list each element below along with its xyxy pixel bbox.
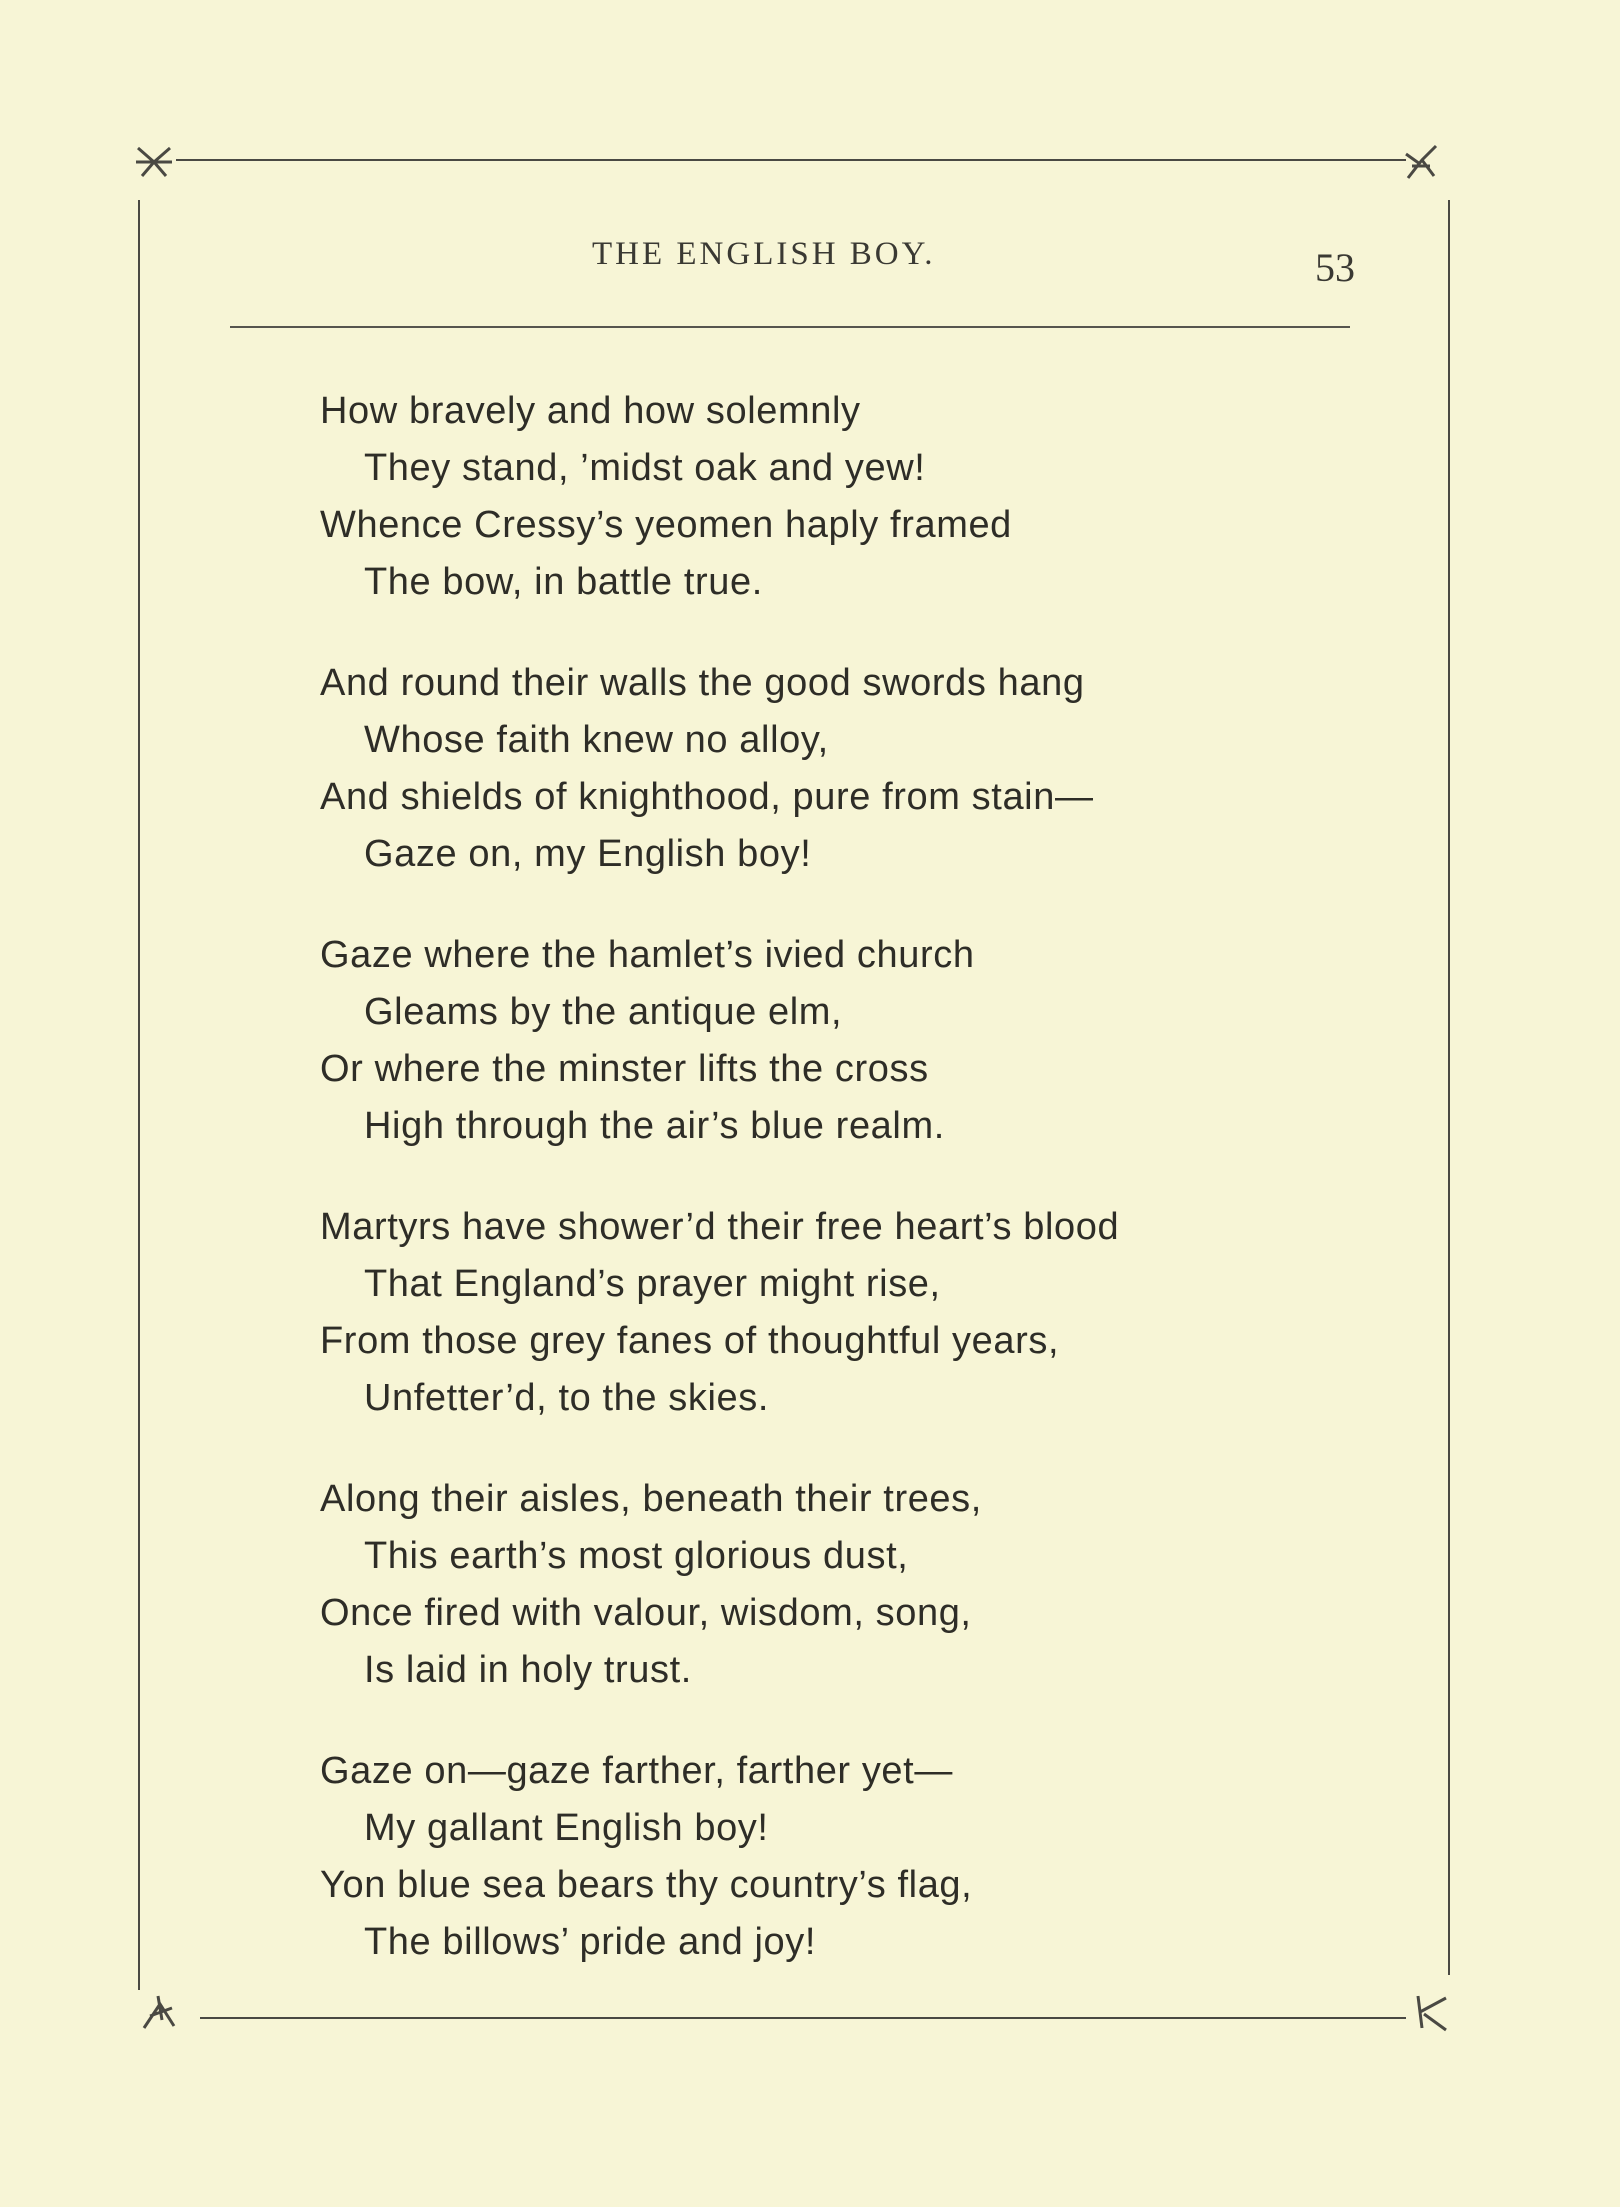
stanza — [320, 1471, 1350, 1699]
stanza — [320, 383, 1350, 611]
poem-line: Or where the minster lifts the cross — [320, 1048, 929, 1090]
poem-line: And round their walls the good swords hang — [320, 662, 1085, 704]
poem-line: Unfetter’d, to the skies. — [364, 1377, 770, 1419]
corner-ornament-icon-bottom-left — [138, 1990, 182, 2034]
poem-body — [320, 383, 1350, 2015]
poem-line: How bravely and how solemnly — [320, 390, 861, 432]
frame-top-rule — [176, 159, 1406, 161]
poem-line: Yon blue sea bears thy country’s flag, — [320, 1864, 973, 1906]
running-title: THE ENGLISH BOY. — [592, 236, 936, 272]
poem-line: Along their aisles, beneath their trees, — [320, 1478, 982, 1520]
poem-line: My gallant English boy! — [364, 1807, 769, 1849]
poem-line: Gaze on, my English boy! — [364, 833, 812, 875]
poem-line: And shields of knighthood, pure from stain— — [320, 776, 1094, 818]
frame-right-rule — [1448, 200, 1450, 1975]
poem-line: Is laid in holy trust. — [364, 1649, 692, 1691]
poem-line: From those grey fanes of thoughtful years, — [320, 1320, 1060, 1362]
poem-line: Once fired with valour, wisdom, song, — [320, 1592, 972, 1634]
corner-ornament-icon-top-left — [132, 140, 176, 184]
frame-left-rule — [138, 200, 140, 1990]
poem-line: This earth’s most glorious dust, — [364, 1535, 909, 1577]
poem-line: They stand, ’midst oak and yew! — [364, 447, 926, 489]
stanza — [320, 1743, 1350, 1971]
corner-ornament-icon-bottom-right — [1410, 1990, 1454, 2034]
poem-line: The billows’ pride and joy! — [364, 1921, 817, 1963]
poem-line: Whence Cressy’s yeomen haply framed — [320, 504, 1012, 546]
frame-bottom-rule — [200, 2017, 1406, 2019]
corner-ornament-icon-top-right — [1400, 140, 1444, 184]
poem-line: The bow, in battle true. — [364, 561, 763, 603]
page-number: 53 — [1315, 245, 1355, 290]
poem-line: High through the air’s blue realm. — [364, 1105, 945, 1147]
stanza — [320, 1199, 1350, 1427]
poem-line: Gaze where the hamlet’s ivied church — [320, 934, 975, 976]
header-rule — [230, 326, 1350, 328]
poem-line: That England’s prayer might rise, — [364, 1263, 941, 1305]
poem-line: Gaze on—gaze farther, farther yet— — [320, 1750, 953, 1792]
poem-line: Martyrs have shower’d their free heart’s blood — [320, 1206, 1120, 1248]
stanza — [320, 655, 1350, 883]
running-header — [230, 236, 1355, 296]
stanza — [320, 927, 1350, 1155]
poem-line: Whose faith knew no alloy, — [364, 719, 829, 761]
poem-line: Gleams by the antique elm, — [364, 991, 843, 1033]
